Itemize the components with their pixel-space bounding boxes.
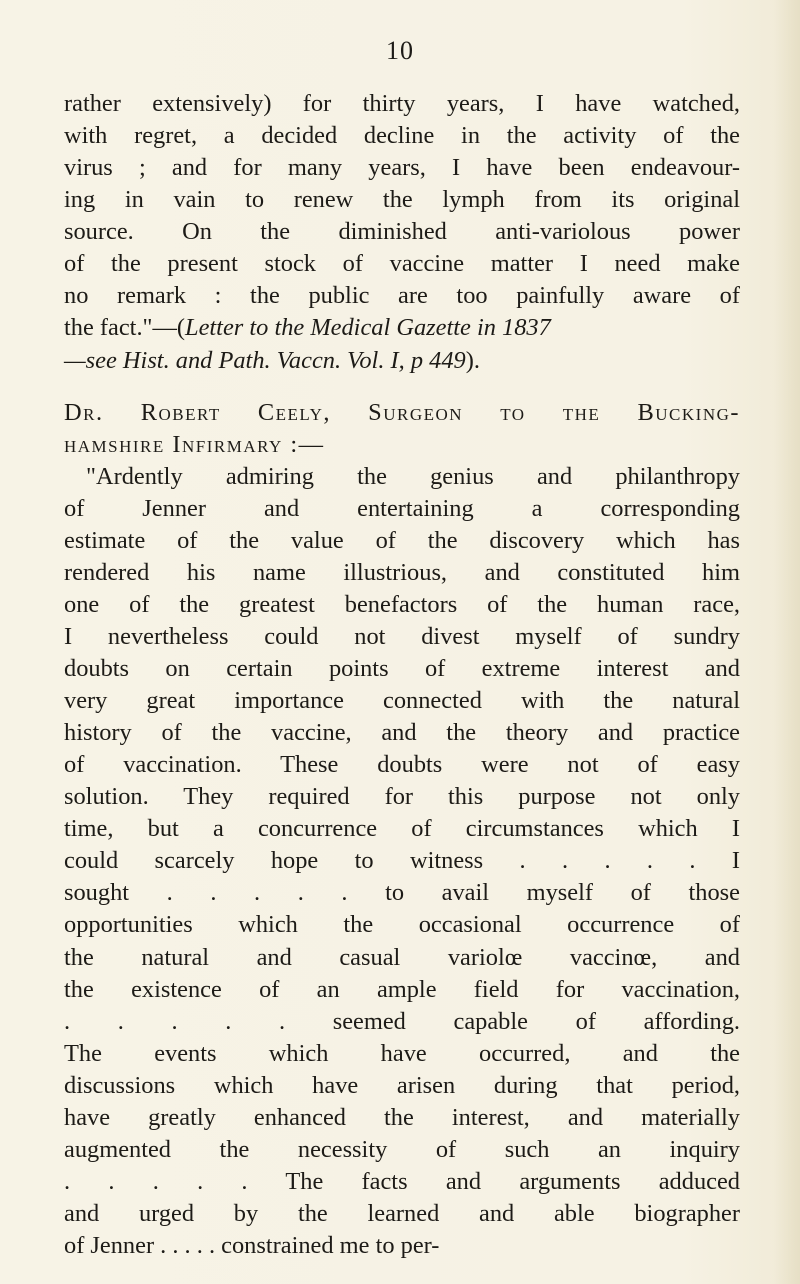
text-line: . . . . . seemed capable of affording. [64, 1007, 740, 1035]
text-line: opportunities which the occasional occurrence of [64, 911, 740, 939]
text-line: history of the vaccine, and the theory and practice [64, 719, 740, 747]
text-line: very great importance connected with the natural [64, 687, 740, 714]
text-line: of Jenner . . . . . constrained me to per- [64, 1232, 440, 1259]
text-line: I nevertheless could not divest myself of sundry [64, 622, 740, 650]
text-line: virus ; and for many years, I have been endeavour- [64, 154, 740, 182]
text-line: . . . . . The facts and arguments adduced [64, 1167, 740, 1195]
page-edge-shadow [774, 0, 800, 1284]
text-line: of vaccination. These doubts were not of easy [64, 751, 740, 779]
text-line: the existence of an ample field for vaccination, [64, 975, 740, 1003]
text-line: the natural and casual variolœ vaccinœ, and [64, 943, 740, 971]
text-line-citation [64, 312, 740, 344]
text-line: no remark : the public are too painfully aware of [64, 282, 740, 310]
text-line: rendered his name illustrious, and constituted him [64, 558, 740, 586]
text-line: time, but a concurrence of circumstances which I [64, 815, 740, 843]
text-line: "Ardently admiring the genius and philanthropy [86, 462, 740, 490]
text-line: of the present stock of vaccine matter I need make [64, 250, 740, 278]
text-line: and urged by the learned and able biographer [64, 1199, 740, 1227]
text-line: doubts on certain points of extreme interest and [64, 655, 740, 682]
citation-prefix: the fact."—( [64, 314, 186, 342]
text-line: discussions which have arisen during that period, [64, 1071, 740, 1099]
text-line: rather extensively) for thirty years, I have watched, [64, 90, 740, 117]
text-line: sought . . . . . to avail myself of those [64, 879, 740, 907]
text-line: source. On the diminished anti-variolous power [64, 218, 740, 246]
text-line: solution. They required for this purpose not only [64, 783, 740, 811]
text-line: ing in vain to renew the lymph from its original [64, 186, 740, 214]
section-heading: hamshire Infirmary :— [64, 430, 325, 458]
citation-italic: —see Hist. and Path. Vaccn. Vol. I, p 449 [64, 346, 466, 374]
text-line: have greatly enhanced the interest, and materially [64, 1103, 740, 1131]
section-heading: Dr. Robert Ceely, Surgeon to the Bucking- [64, 398, 740, 426]
text-line-citation [64, 345, 740, 377]
text-line: estimate of the value of the discovery which has [64, 526, 740, 554]
page-number: 10 [386, 36, 414, 65]
text-line: one of the greatest benefactors of the human race, [64, 590, 740, 618]
citation-close: ). [465, 346, 480, 374]
text-line: could scarcely hope to witness . . . . . I [64, 847, 740, 875]
text-line: with regret, a decided decline in the activity of the [64, 122, 740, 150]
text-line: augmented the necessity of such an inquiry [64, 1135, 740, 1163]
citation-italic: Letter to the Medical Gazette in 1837 [185, 314, 551, 342]
text-line: of Jenner and entertaining a corresponding [64, 494, 740, 522]
text-line: The events which have occurred, and the [64, 1039, 740, 1067]
